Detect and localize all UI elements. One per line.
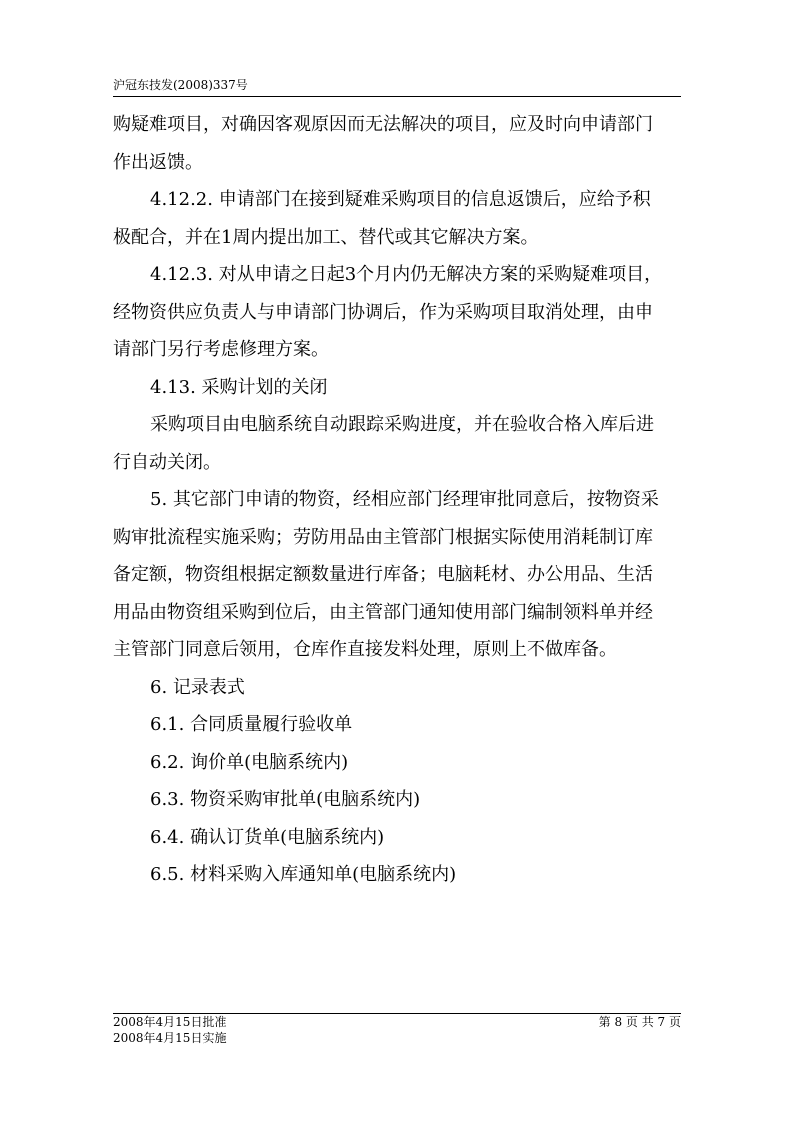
footer-row-approved (113, 1014, 681, 1030)
body-line: 行自动关闭。 (113, 451, 221, 473)
body-line: 经物资供应负责人与申请部门协调后，作为采购项目取消处理，由申 (113, 301, 653, 323)
record-item-6-4: 6.4. 确认订货单(电脑系统内) (150, 826, 385, 848)
body-line: 备定额，物资组根据定额数量进行库备；电脑耗材、办公用品、生活 (113, 564, 653, 585)
document-body (113, 106, 683, 894)
record-item-6-1: 6.1. 合同质量履行验收单 (150, 714, 353, 735)
document-number: 沪冠东技发(2008)337号 (113, 78, 248, 92)
section-5: 5. 其它部门申请的物资，经相应部门经理审批同意后，按物资采 (150, 489, 659, 510)
page-header (113, 76, 681, 97)
section-6-heading: 6. 记录表式 (150, 676, 245, 698)
record-item-6-3: 6.3. 物资采购审批单(电脑系统内) (150, 789, 421, 810)
page-number: 第 8 页 共 7 页 (598, 1015, 681, 1029)
body-line: 用品由物资组采购到位后，由主管部门通知使用部门编制领料单并经 (113, 601, 653, 623)
section-4-13-heading: 4.13. 采购计划的关闭 (150, 376, 328, 398)
page-footer (113, 1013, 681, 1046)
body-line: 作出返馈。 (113, 151, 203, 173)
body-line: 主管部门同意后领用，仓库作直接发料处理，原则上不做库备。 (113, 639, 617, 660)
record-item-6-2: 6.2. 询价单(电脑系统内) (150, 751, 349, 773)
section-4-12-3: 4.12.3. 对从申请之日起3个月内仍无解决方案的采购疑难项目， (150, 264, 663, 285)
section-4-12-2: 4.12.2. 申请部门在接到疑难采购项目的信息返馈后，应给予积 (150, 189, 651, 210)
body-line: 极配合，并在1周内提出加工、替代或其它解决方案。 (113, 226, 539, 248)
body-line: 购疑难项目，对确因客观原因而无法解决的项目，应及时向申请部门 (113, 114, 653, 135)
body-line: 请部门另行考虑修理方案。 (113, 339, 329, 360)
implementation-date: 2008年4月15日实施 (113, 1031, 227, 1045)
record-item-6-5: 6.5. 材料采购入库通知单(电脑系统内) (150, 864, 457, 885)
approval-date: 2008年4月15日批准 (113, 1015, 227, 1029)
body-line: 购审批流程实施采购；劳防用品由主管部门根据实际使用消耗制订库 (113, 526, 653, 548)
footer-row-implemented (113, 1030, 681, 1046)
body-line: 采购项目由电脑系统自动跟踪采购进度，并在验收合格入库后进 (150, 414, 654, 435)
